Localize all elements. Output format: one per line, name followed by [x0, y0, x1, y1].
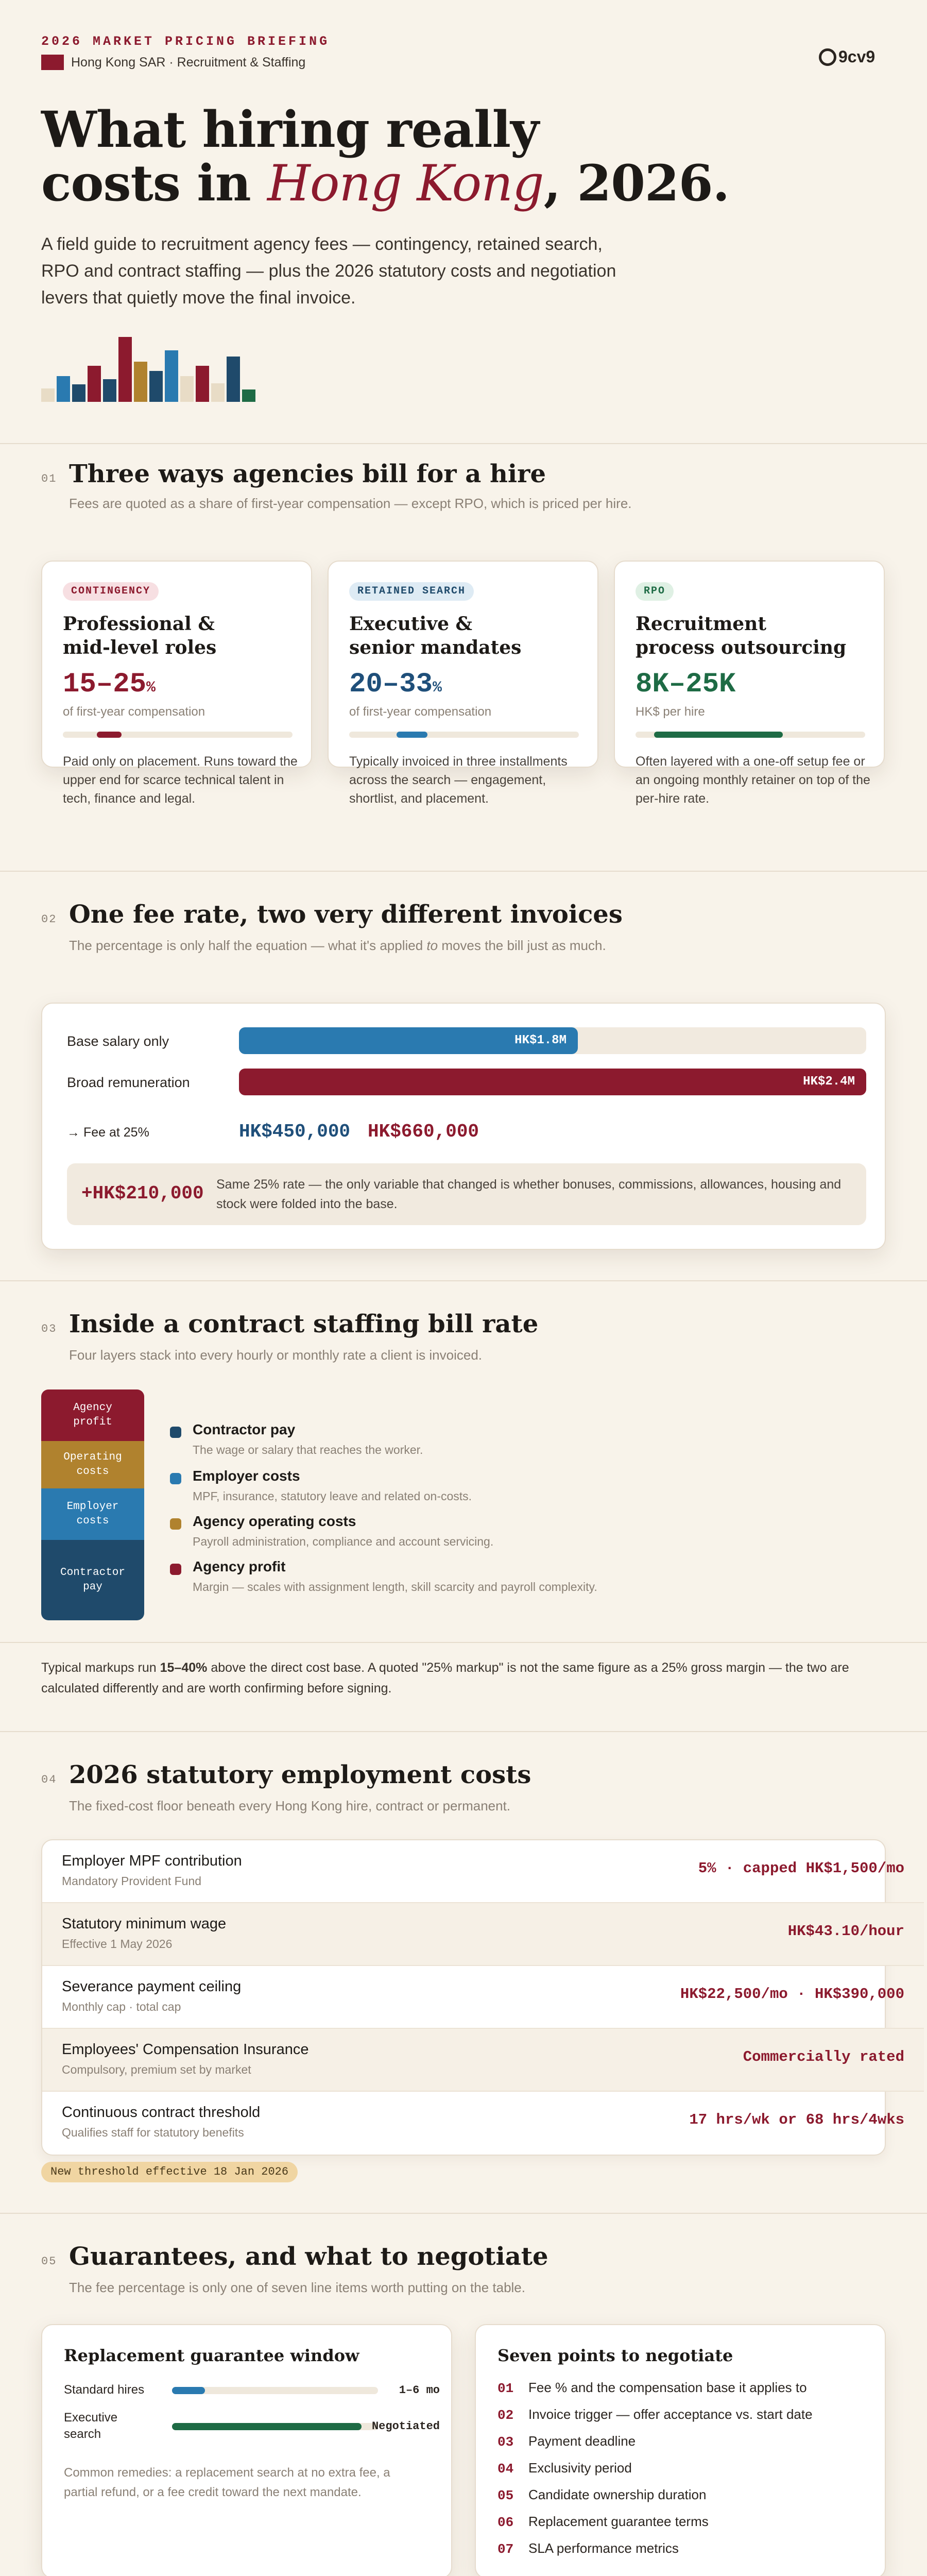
section-fee-base — [0, 871, 927, 1280]
section-title: 2026 statutory employment costs — [69, 1760, 531, 1789]
row-label: Base salary only — [67, 1033, 169, 1049]
section-title: One fee rate, two very different invoices — [69, 900, 623, 929]
card-rate-suffix: % — [433, 679, 442, 697]
point-text: SLA performance metrics — [528, 2540, 679, 2556]
negotiation-card — [475, 2324, 886, 2576]
legend-title: Contractor pay — [193, 1421, 296, 1437]
brand-logo[interactable] — [819, 47, 875, 66]
table-row — [42, 1903, 924, 1966]
card-unit: of first-year compensation — [63, 705, 205, 719]
title-pre: costs in — [41, 154, 268, 212]
row-name: Employer MPF contribution — [62, 1853, 242, 1869]
row-name: Employees' Compensation Insurance — [62, 2041, 309, 2058]
row-value: HK$22,500/mo · HK$390,000 — [680, 1986, 904, 2003]
guarantee-note: Common remedies: a replacement search at no extra fee, a partial refund, or a fee credit toward the next mandate. — [64, 2466, 390, 2499]
point-number: 06 — [497, 2515, 514, 2530]
stack-layer-operating — [41, 1441, 144, 1488]
brand-name: 9cv9 — [838, 47, 876, 66]
row-value: 17 hrs/wk or 68 hrs/4wks — [689, 2111, 904, 2128]
card-rate-value: 15–25 — [63, 669, 147, 700]
briefing-label: 2026 MARKET PRICING BRIEFING — [41, 34, 330, 49]
bar-value: HK$2.4M — [803, 1075, 855, 1089]
card-tag: CONTINGENCY — [63, 582, 159, 601]
section-number: 02 — [41, 913, 57, 926]
row-label: Broad remuneration — [67, 1075, 190, 1090]
negotiation-point — [497, 2380, 807, 2396]
legend-swatch — [170, 1473, 181, 1484]
invoice-comparison-card — [41, 1003, 886, 1250]
logo-ring-icon — [819, 48, 836, 66]
negotiation-point — [497, 2540, 679, 2557]
fee-broad-value: HK$660,000 — [368, 1121, 479, 1142]
section-title: Inside a contract staffing bill rate — [69, 1310, 539, 1338]
guarantee-label-a: Executive — [64, 2411, 118, 2425]
card-rpo — [614, 561, 885, 806]
card-rate-value: 20–33 — [349, 669, 433, 700]
card-tag: RETAINED SEARCH — [349, 582, 474, 601]
section-number: 03 — [41, 1323, 57, 1335]
point-text: Invoice trigger — offer acceptance vs. start date — [528, 2406, 813, 2422]
card-rate — [349, 669, 442, 700]
header — [0, 0, 927, 443]
bar-broad-remuneration — [239, 1069, 866, 1095]
table-row — [42, 1840, 924, 1903]
point-text: Candidate ownership duration — [528, 2487, 707, 2502]
note-part-a: Typical markups run — [41, 1660, 160, 1675]
row-sub: Mandatory Provident Fund — [62, 1874, 202, 1888]
deco-bar — [196, 366, 209, 402]
subtitle-part-b: moves the bill just as much. — [438, 938, 606, 953]
point-number: 04 — [497, 2461, 514, 2477]
guarantee-label: Standard hires — [64, 2383, 145, 2397]
fee-base-value: HK$450,000 — [239, 1121, 351, 1142]
guarantee-row-standard — [64, 2382, 440, 2402]
layer-label: Contractor — [60, 1567, 126, 1579]
decorative-bars — [41, 330, 258, 402]
legend-description: The wage or salary that reaches the worker. — [193, 1443, 423, 1456]
legend-title: Employer costs — [193, 1468, 300, 1484]
section-title: Three ways agencies bill for a hire — [69, 460, 546, 488]
point-number: 05 — [497, 2488, 514, 2503]
negotiation-point — [497, 2487, 706, 2503]
row-sub: Compulsory, premium set by market — [62, 2063, 251, 2076]
legend-title: Agency profit — [193, 1558, 286, 1574]
card-retained-search — [328, 561, 598, 806]
table-row — [42, 2029, 924, 2092]
point-number: 02 — [497, 2408, 514, 2423]
card-rate-suffix: % — [146, 679, 156, 697]
card-rate — [63, 669, 156, 700]
row-name: Statutory minimum wage — [62, 1916, 227, 1932]
section-subtitle: Fees are quoted as a share of first-year compensation — except RPO, which is priced per hire. — [69, 496, 632, 511]
location-line — [41, 55, 305, 70]
title-post: , 2026. — [543, 154, 730, 212]
point-number: 07 — [497, 2541, 514, 2557]
section-subtitle — [69, 936, 636, 955]
range-fill — [654, 732, 783, 738]
delta-value: +HK$210,000 — [81, 1183, 204, 1204]
guarantee-label-b: search — [64, 2427, 101, 2441]
guarantee-title: Replacement guarantee window — [64, 2346, 359, 2365]
page-title — [41, 100, 730, 212]
card-unit: HK$ per hire — [636, 705, 705, 719]
card-contingency — [41, 561, 312, 806]
layer-label: Employer — [66, 1501, 119, 1513]
guarantee-track — [172, 2423, 378, 2430]
deco-bar — [118, 337, 132, 402]
stack-layer-contractor — [41, 1540, 144, 1620]
note-emphasis: 15–40% — [160, 1660, 208, 1675]
negotiation-point — [497, 2406, 813, 2423]
guarantee-card — [41, 2324, 452, 2576]
divider — [0, 1642, 927, 1643]
guarantee-fill — [172, 2387, 205, 2394]
legend-swatch — [170, 1427, 181, 1438]
card-title-line1: Professional & — [63, 613, 215, 635]
card-title-line1: Executive & — [349, 613, 473, 635]
card-title-line1: Recruitment — [636, 613, 766, 635]
guarantee-value: 1–6 mo — [399, 2384, 440, 2397]
stack-layer-profit — [41, 1389, 144, 1441]
section-number: 04 — [41, 1773, 57, 1786]
layer-label: pay — [83, 1581, 102, 1593]
flag-icon — [41, 55, 64, 70]
card-tag: RPO — [636, 582, 674, 601]
layer-label: costs — [76, 1515, 109, 1527]
deco-bar — [103, 379, 116, 402]
card-title — [349, 612, 521, 659]
deco-bar — [165, 350, 178, 402]
card-title-line2: senior mandates — [349, 637, 522, 658]
negotiation-point — [497, 2460, 632, 2477]
note-part-c: above the direct cost base. A quoted "25% markup" is not the same figure as a 25% gross margin — the two are calculated differently and are worth confirming before signing. — [41, 1660, 849, 1696]
section-number: 01 — [41, 472, 57, 485]
legend-swatch — [170, 1518, 181, 1530]
range-track — [636, 732, 865, 738]
range-track — [349, 732, 579, 738]
section-subtitle: Four layers stack into every hourly or monthly rate a client is invoiced. — [69, 1347, 483, 1363]
bar-base-salary — [239, 1027, 578, 1054]
deco-bar — [180, 376, 194, 402]
deco-bar — [242, 389, 255, 402]
row-sub: Monthly cap · total cap — [62, 2000, 181, 2013]
location-text: Hong Kong SAR · Recruitment & Staffing — [71, 55, 306, 70]
delta-callout — [67, 1163, 866, 1225]
lede: A field guide to recruitment agency fees — contingency, retained search, RPO and contract staffing — plus the 2026 statutory costs and negotiation levers that quietly move the final invoice. — [41, 234, 616, 308]
legend-title: Agency operating costs — [193, 1513, 356, 1529]
negotiation-point — [497, 2433, 636, 2450]
section-subtitle: The fee percentage is only one of seven line items worth putting on the table. — [69, 2280, 525, 2295]
card-title — [636, 612, 846, 659]
section-bill-rate — [0, 1280, 927, 1731]
row-sub: Qualifies staff for statutory benefits — [62, 2126, 244, 2139]
bar-value: HK$1.8M — [514, 1033, 566, 1047]
legend-swatch — [170, 1564, 181, 1575]
layer-label: Operating — [63, 1451, 122, 1463]
row-name: Severance payment ceiling — [62, 1978, 242, 1995]
range-fill — [97, 732, 122, 738]
subtitle-emphasis: to — [426, 938, 438, 953]
title-emphasis: Hong Kong — [267, 155, 544, 212]
negotiation-title: Seven points to negotiate — [497, 2346, 733, 2365]
statutory-table — [41, 1839, 904, 2156]
row-value: Commercially rated — [743, 2048, 904, 2065]
point-text: Fee % and the compensation base it applies to — [528, 2380, 807, 2395]
threshold-badge: New threshold effective 18 Jan 2026 — [41, 2162, 298, 2182]
negotiation-point — [497, 2514, 709, 2530]
point-number: 03 — [497, 2434, 514, 2450]
row-value: HK$43.10/hour — [787, 1923, 904, 1940]
guarantee-fill — [172, 2423, 362, 2430]
card-rate-value: 8K–25K — [636, 669, 736, 700]
card-title-line2: mid-level roles — [63, 637, 217, 658]
fee-label: → Fee at 25% — [67, 1125, 149, 1140]
section-billing-models — [0, 443, 927, 871]
range-track — [63, 732, 293, 738]
point-number: 01 — [497, 2381, 514, 2396]
layer-label: profit — [73, 1416, 112, 1428]
row-sub: Effective 1 May 2026 — [62, 1937, 173, 1951]
section-guarantees — [0, 2213, 927, 2576]
legend-description: Payroll administration, compliance and account servicing. — [193, 1535, 494, 1548]
guarantee-track — [172, 2387, 378, 2394]
deco-bar — [88, 366, 101, 402]
guarantee-row-executive — [64, 2410, 440, 2446]
section-title: Guarantees, and what to negotiate — [69, 2242, 548, 2271]
card-description: Often layered with a one-off setup fee or an ongoing monthly retainer on top of the per-hire rate. — [636, 754, 870, 806]
point-text: Replacement guarantee terms — [528, 2514, 709, 2529]
deco-bar — [227, 357, 240, 402]
guarantee-value: Negotiated — [371, 2420, 440, 2433]
deco-bar — [134, 362, 147, 402]
title-line1: What hiring really — [41, 100, 539, 159]
table-row — [42, 1966, 924, 2029]
card-title — [63, 612, 216, 659]
stack-layer-employer — [41, 1488, 144, 1540]
deco-bar — [41, 388, 55, 402]
deco-bar — [149, 371, 163, 402]
subtitle-part-a: The percentage is only half the equation — what it's applied — [69, 938, 427, 953]
row-value: 5% · capped HK$1,500/mo — [698, 1860, 904, 1877]
legend-description: Margin — scales with assignment length, skill scarcity and payroll complexity. — [193, 1580, 597, 1594]
deco-bar — [211, 383, 225, 402]
row-name: Continuous contract threshold — [62, 2104, 261, 2121]
guarantee-label — [64, 2410, 117, 2443]
section-statutory-costs — [0, 1731, 927, 2213]
range-fill — [397, 732, 427, 738]
card-description: Paid only on placement. Runs toward the upper end for scarce technical talent in tech, finance and legal. — [63, 754, 298, 806]
point-text: Exclusivity period — [528, 2460, 632, 2476]
card-title-line2: process outsourcing — [636, 637, 847, 658]
card-description: Typically invoiced in three installments across the search — engagement, shortlist, and placement. — [349, 754, 568, 806]
layer-label: Agency — [73, 1402, 112, 1414]
delta-explanation: Same 25% rate — the only variable that changed is whether bonuses, commissions, allowances, housing and stock were folded into the base. — [216, 1177, 842, 1211]
section-number: 05 — [41, 2255, 57, 2268]
section-subtitle: The fixed-cost floor beneath every Hong Kong hire, contract or permanent. — [69, 1798, 511, 1814]
deco-bar — [72, 384, 85, 402]
card-unit: of first-year compensation — [349, 705, 492, 719]
markup-note — [41, 1657, 886, 1699]
card-rate — [636, 669, 735, 700]
table-row — [42, 2092, 924, 2155]
legend-description: MPF, insurance, statutory leave and related on-costs. — [193, 1489, 472, 1503]
deco-bar — [57, 376, 70, 402]
layer-label: costs — [76, 1466, 109, 1478]
point-text: Payment deadline — [528, 2433, 636, 2449]
